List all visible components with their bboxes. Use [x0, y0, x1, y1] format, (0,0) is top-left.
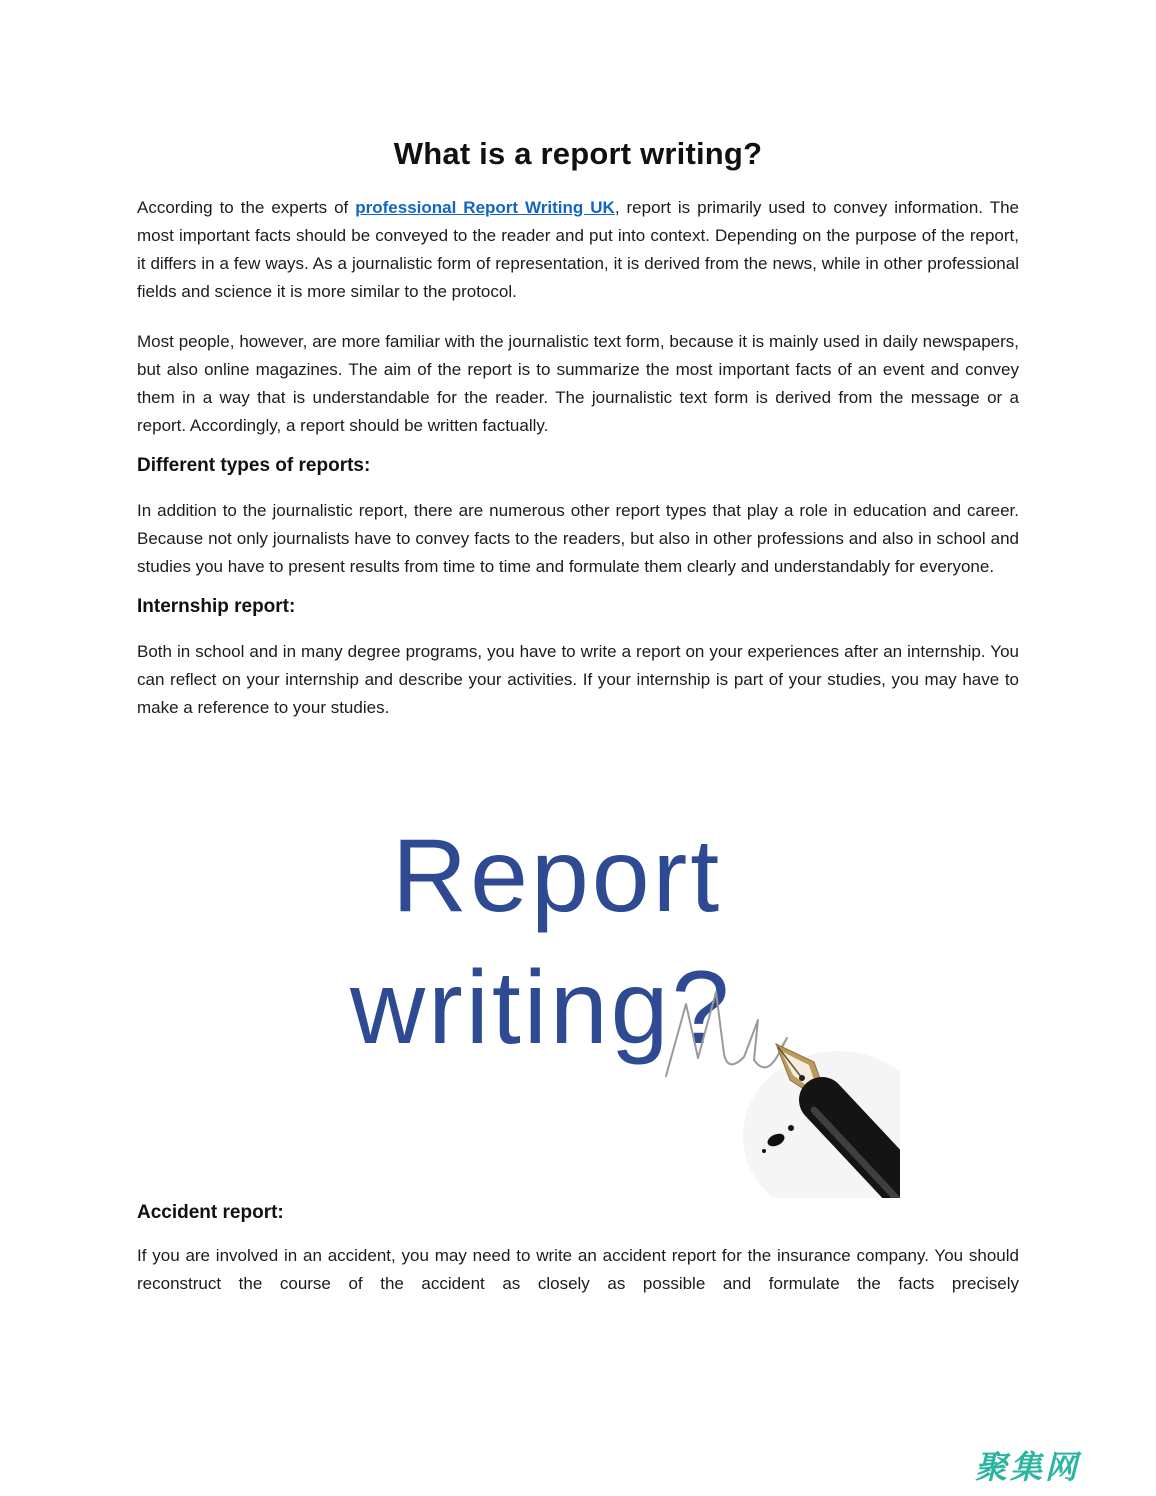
fountain-pen-icon — [660, 958, 900, 1198]
intro-text-after: , report is primarily used to convey information. The most important facts should be conveyed to the reader and put into context. Depending on the purpose of the report, it differs in a few ways. As a journalistic form of representation, it is derived from the news, while in other professional fields and science it is more similar to the protocol. — [137, 198, 1019, 301]
intro-text-before: According to the experts of — [137, 198, 356, 217]
page-title: What is a report writing? — [393, 136, 763, 171]
report-writing-uk-link[interactable]: professional Report Writing UK — [355, 198, 615, 217]
heading-internship-report: Internship report: — [137, 596, 296, 617]
heading-different-types: Different types of reports: — [137, 455, 371, 476]
heading-accident-report: Accident report: — [137, 1202, 284, 1223]
paragraph-journalistic-form: Most people, however, are more familiar with the journalistic text form, because it is mainly used in daily newspapers, but also online magazines. The aim of the report is to summarize the most important facts of an event and convey them in a way that is understandable for the reader. The journalistic text form is derived from the message or a report. Accordingly, a report should be written factually. — [137, 332, 1019, 435]
report-writing-illustration — [350, 810, 882, 1178]
paragraph-internship: Both in school and in many degree programs, you have to write a report on your experiences after an internship. You can reflect on your internship and describe your activities. If your internship is part of your studies, you may have to make a reference to your studies. — [137, 642, 1019, 717]
paragraph-report-types: In addition to the journalistic report, there are numerous other report types that play a role in education and career. Because not only journalists have to convey facts to the readers, but also in other professions and also in school and studies you have to present results from time to time and formulate them clearly and understandably for everyone. — [137, 501, 1019, 576]
paragraph-accident: If you are involved in an accident, you may need to write an accident report for the insurance company. You should reconstruct the course of the accident as closely as possible and formulate the facts precisely — [137, 1246, 1019, 1293]
illustration-word-writing: writing? — [350, 950, 733, 1066]
illustration-question-mark: ? — [671, 950, 733, 1066]
watermark: 聚集网 — [974, 1449, 1080, 1485]
paragraph-intro — [137, 194, 1019, 306]
illustration-word-report: Report — [392, 818, 723, 934]
